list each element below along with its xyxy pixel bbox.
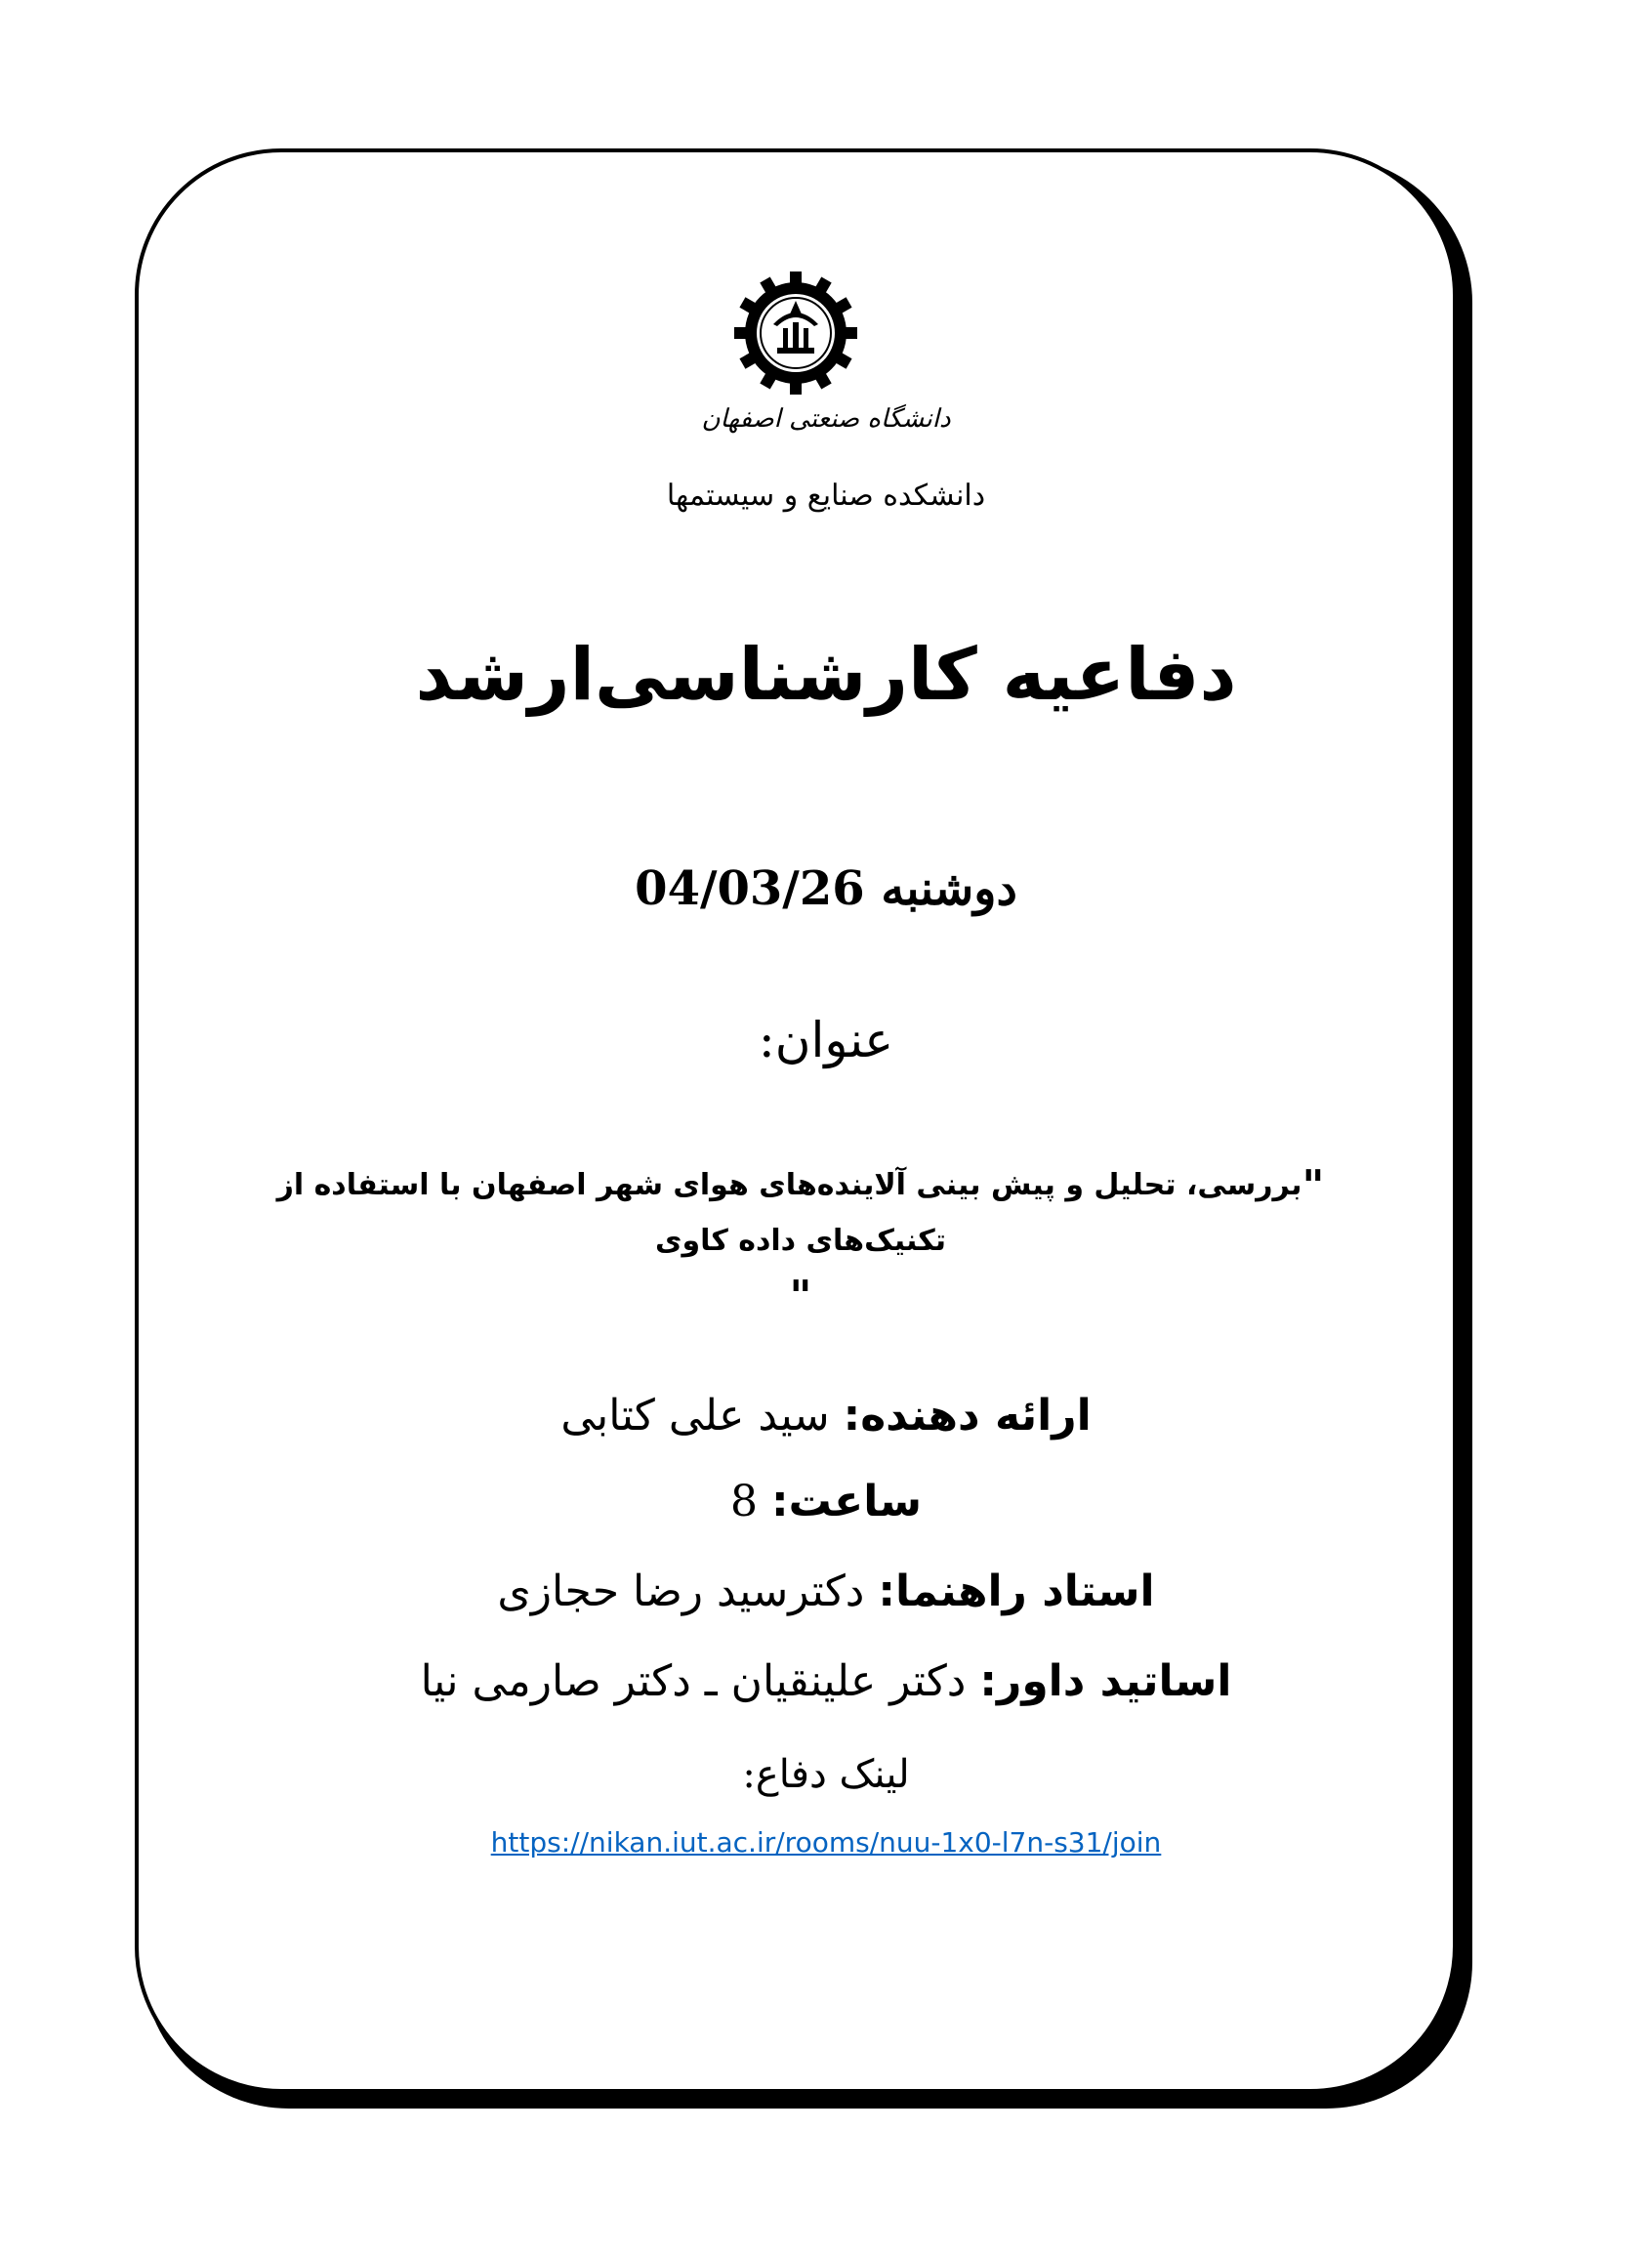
- page-frame: [135, 148, 1457, 2093]
- presenter-line: [0, 1391, 1652, 1441]
- advisor-label: استاد راهنما:: [878, 1567, 1155, 1616]
- presenter-name: سید علی کتابی: [560, 1391, 830, 1441]
- open-quote: ": [1301, 1161, 1325, 1211]
- defense-link-row: [0, 1826, 1652, 1859]
- date-value: 04/03/26: [635, 861, 865, 916]
- faculty-name: دانشکده صنایع و سیستمها: [666, 479, 986, 513]
- university-name-caption: دانشگاه صنعتی اصفهان: [701, 404, 951, 434]
- thesis-title-text: بررسی، تحلیل و پیش بینی آلاینده‌های هوای شهر اصفهان با استفاده از تکنیک‌های داده کاوی: [276, 1168, 1302, 1258]
- time-value: 8: [729, 1477, 758, 1526]
- referees-names: دکتر علینقیان ـ دکتر صارمی نیا: [420, 1656, 967, 1706]
- defense-link-label: لینک دفاع:: [742, 1752, 910, 1797]
- weekday: دوشنبه: [881, 861, 1017, 916]
- defense-link[interactable]: https://nikan.iut.ac.ir/rooms/nuu-1x0-l7n-s31/join: [490, 1826, 1162, 1859]
- presenter-label: ارائه دهنده:: [843, 1391, 1092, 1441]
- close-quote: ": [789, 1272, 812, 1321]
- advisor-line: [0, 1567, 1652, 1616]
- thesis-title: [244, 1158, 1357, 1324]
- page-title: دفاعیه کارشناسی‌ارشد: [415, 633, 1237, 717]
- defense-date: [0, 861, 1652, 916]
- advisor-name: دکترسید رضا حجازی: [497, 1567, 865, 1616]
- subject-label: عنوان:: [758, 1012, 894, 1068]
- referees-label: اساتید داور:: [979, 1656, 1232, 1706]
- time-line: [0, 1477, 1652, 1526]
- time-label: ساعت:: [770, 1477, 923, 1526]
- university-gear-seal-icon: [734, 272, 857, 395]
- referees-line: [0, 1656, 1652, 1706]
